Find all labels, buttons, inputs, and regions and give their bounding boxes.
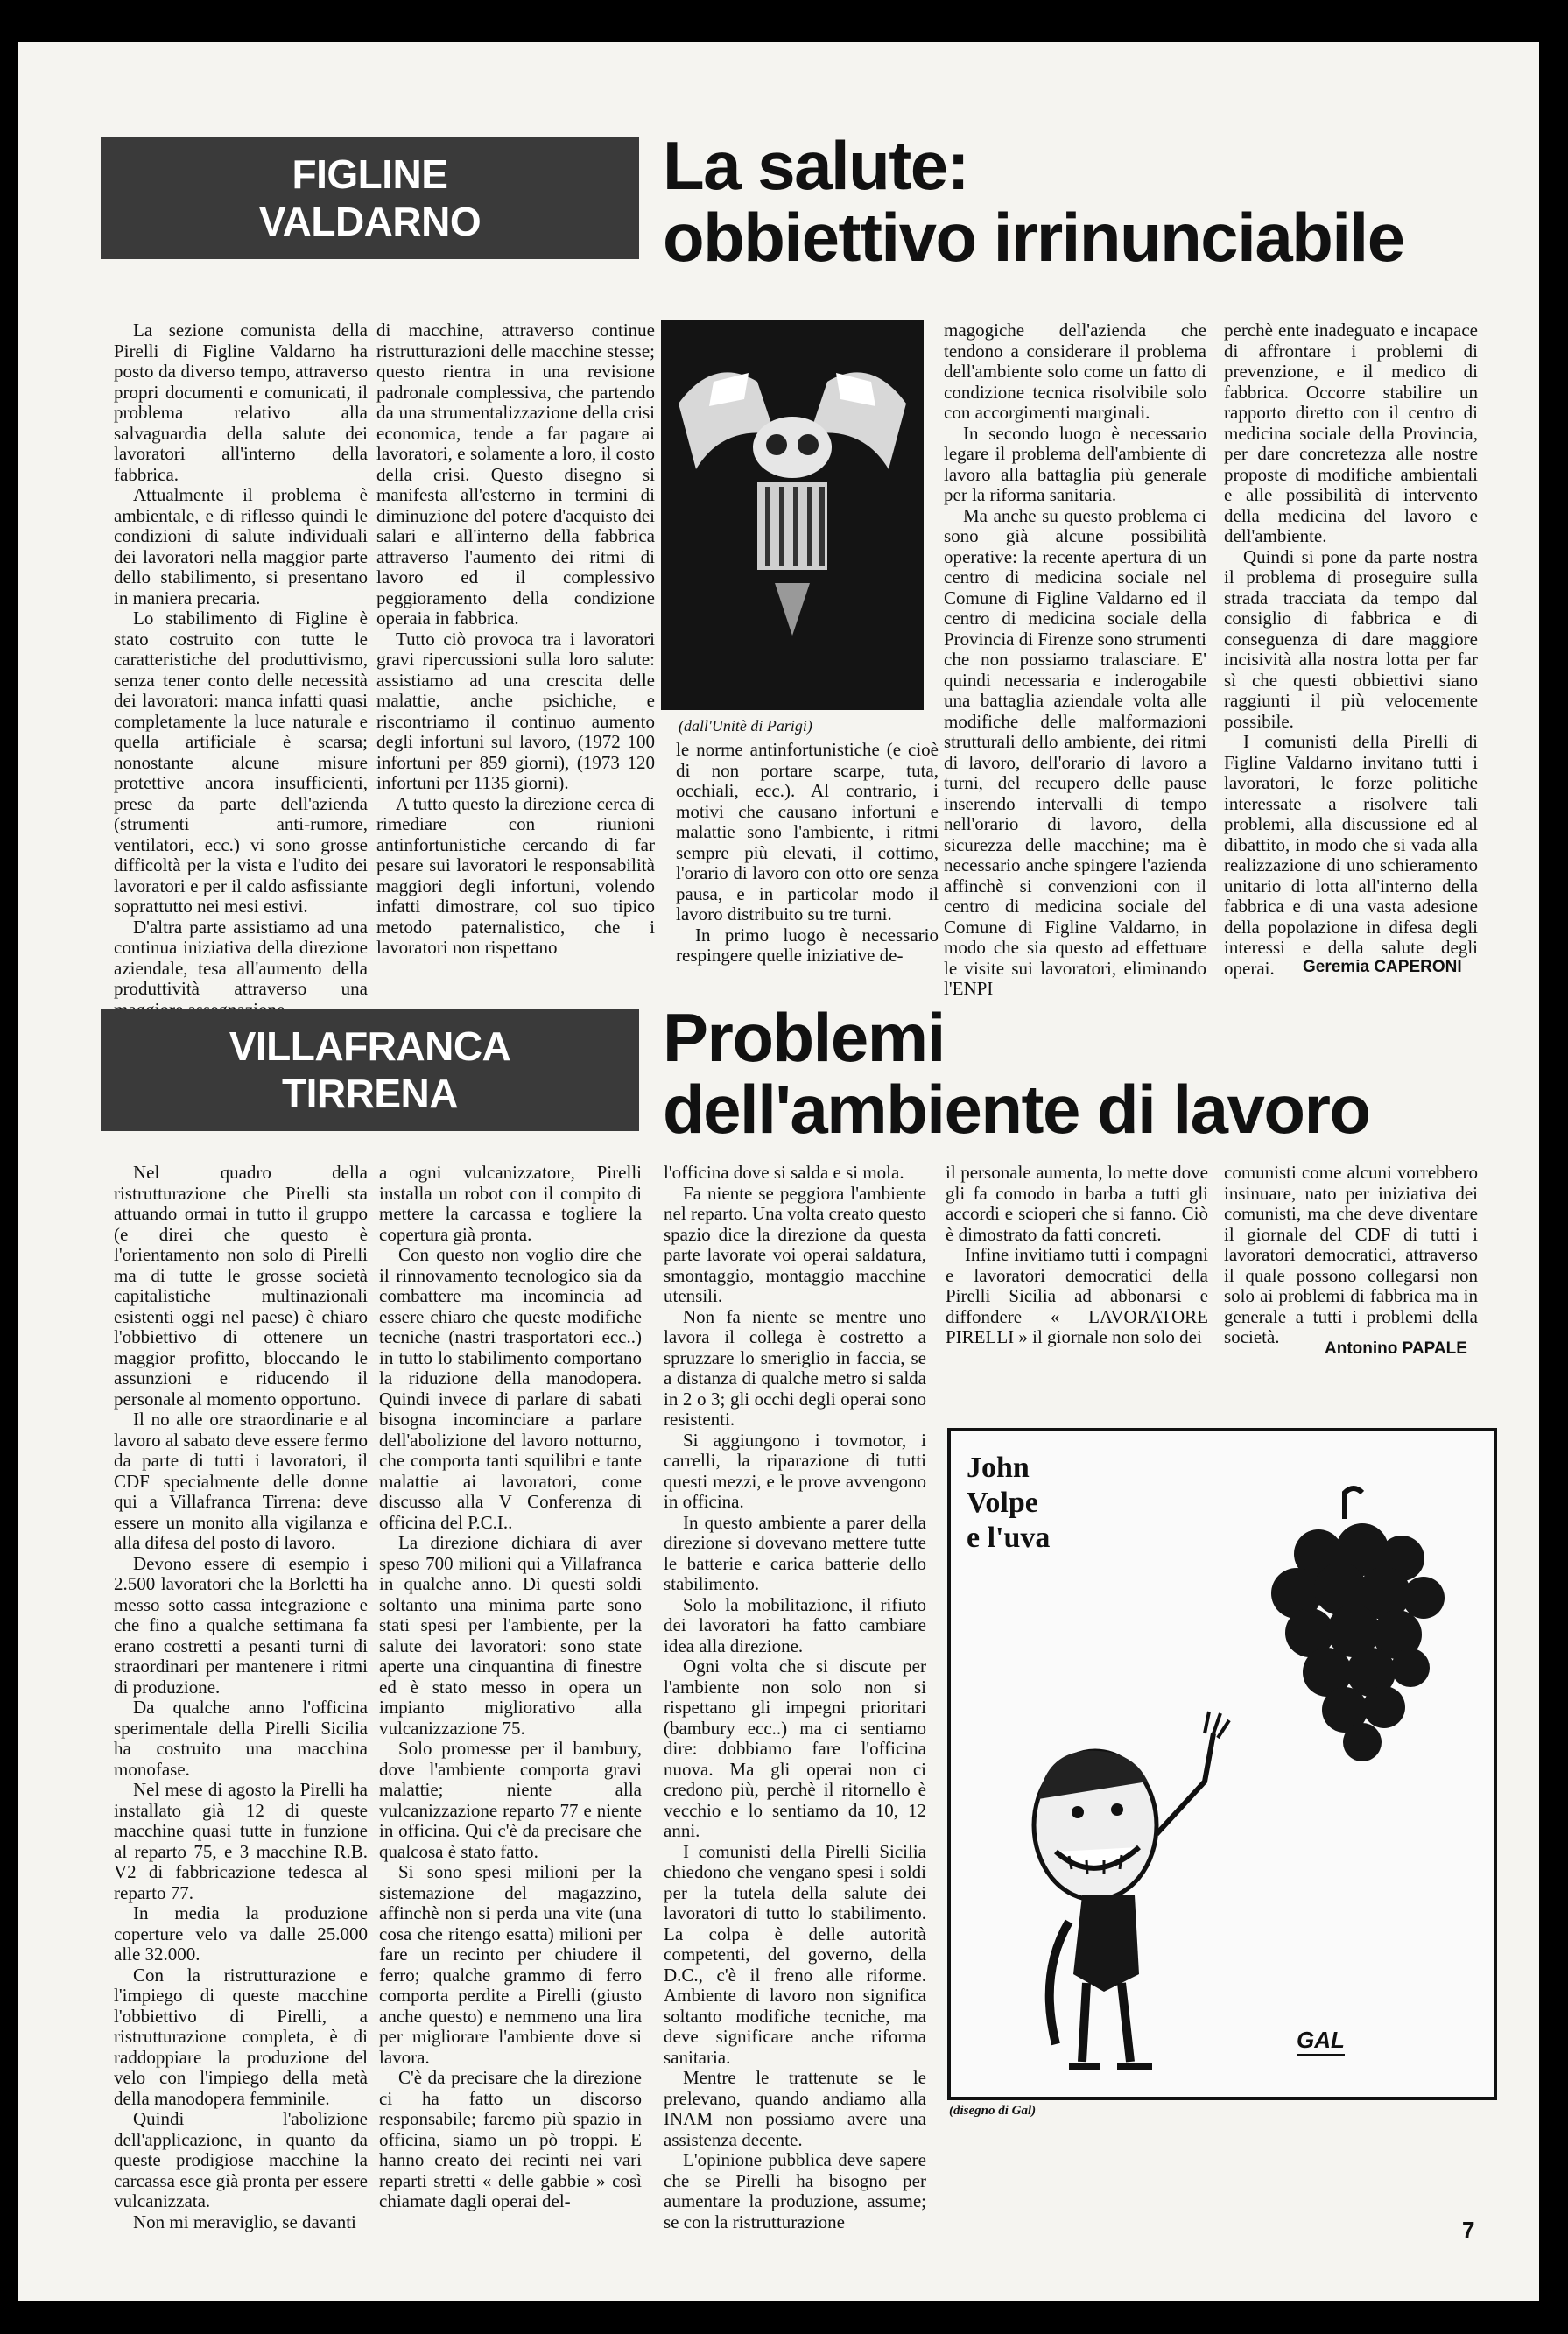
paragraph: Nel quadro della ristrutturazione che Pirelli sta attuando ormai in tutto il gruppo (e direi che questo è l'orientamento non solo di Pirelli ma di tutte le grosse società capitalistiche multinazionali esistenti oggi nel paese) è chiaro l'obbiettivo di ottenere un maggior profitto, bloccando le assunzioni e riducendo il personale al momento opportuno.: [114, 1162, 368, 1410]
author-signature-papale: Antonino PAPALE: [1325, 1339, 1467, 1358]
article2-column-3: [664, 1163, 926, 2232]
paragraph: Lo stabilimento di Figline è stato costruito con tutte le caratteristiche del produttivismo, senza tener conto delle necessità dei lavoratori: manca infatti quasi completamente la luce naturale e quella artificiale è scarsa; nonostante alcune misure protettive ancora insufficienti, prese da parte dell'azienda (strumenti anti-rumore, ventilatori, ecc.) vi sono grosse difficoltà per la vista e l'udito dei lavoratori e per il caldo asfissiante soprattutto nei mesi estivi.: [114, 608, 368, 917]
article-headline-problemi: [663, 999, 1370, 1148]
paragraph: di macchine, attraverso continue ristrutturazioni delle macchine stesse; questo rientra in una revisione padronale complessiva, che partendo da una strumentalizzazione della crisi economica, tende a far pagare ai lavoratori, e solamente a loro, il costo della crisi. Questo disegno si manifesta all'esterno in termini di diminuzione del potere d'acquisto dei salari e all'interno della fabbrica attraverso l'aumento dei ritmi di lavoro ed il complessivo peggioramento della condizione operaia in fabbrica.: [376, 320, 655, 629]
paragraph: Quindi si pone da parte nostra il problema di proseguire sulla strada tracciata da tempo dal consiglio di fabbrica e di conseguenza di dare maggiore incisività alla nostra lotta per far sì che questi obbiettivi siano raggiunti il più velocemente possibile.: [1224, 545, 1478, 732]
banner-line-2: VALDARNO: [258, 199, 482, 244]
paragraph: Attualmente il problema è ambientale, e di riflesso quindi le condizioni di salute individuali dei lavoratori nella maggior parte dello stabilimento, si presentano in maniera precaria.: [114, 484, 368, 608]
article1-column-3: [676, 740, 939, 967]
paragraph: Con la ristrutturazione e l'impiego di queste macchine l'obbiettivo di Pirelli, a ristrutturazione completa, è di raddoppiare la produzione del velo con l'impiego della metà della manodopera femminile.: [114, 1964, 368, 2109]
paragraph: I comunisti della Pirelli Sicilia chiedono che vengano spesi i soldi per la tutela della salute dei lavoratori di tutto lo stabilimento. La colpa è delle autorità competenti, del governo, della D.C., c'è il freno alle riforme. Ambiente di lavoro non significa soltanto modifiche tecniche, ma deve significare anche riforma sanitaria.: [664, 1840, 926, 2068]
newspaper-page: [18, 42, 1539, 2301]
paragraph: I comunisti della Pirelli di Figline Valdarno invitano tutti i lavoratori, le forze politiche interessate a risolvere tali problemi, alla discussione ed al dibattito, in modo che si vada alla realizzazione di uno schieramento unitario di lotta all'interno della fabbrica e di una vasta adesione della popolazione in difesa degli interessi e della salute degli operai.: [1224, 731, 1478, 979]
article1-column-2: [376, 320, 655, 959]
section-banner-figline: [101, 137, 639, 259]
cartoon-artist-signature: GAL: [1297, 2027, 1345, 2056]
paragraph: In primo luogo è necessario respingere quelle iniziative de-: [676, 924, 939, 966]
paragraph: perchè ente inadeguato e incapace di affrontare i problemi di prevenzione, e il medico di fabbrica. Occorre stabilire un rapporto diretto con il centro di medicina sociale della Provincia, per dare concretezza alle nostre proposte di modifiche ambientali e alle possibilità di intervento della medicina del lavoro e dell'ambiente.: [1224, 320, 1478, 546]
page-number: 7: [1462, 2217, 1475, 2243]
paragraph: Fa niente se peggiora l'ambiente nel reparto. Una volta creato questo spazio dice la direzione da questa parte lavorate voi operai saldatura, smontaggio, montaggio macchine utensili.: [664, 1182, 926, 1306]
paragraph: In media la produzione coperture velo va dalle 25.000 alle 32.000.: [114, 1902, 368, 1965]
headline-line-1: La salute:: [663, 127, 969, 204]
headline-line-1: Problemi: [663, 999, 945, 1076]
paragraph: L'opinione pubblica deve sapere che se Pirelli ha bisogno per aumentare la produzione, assume; se con la ristrutturazione: [664, 2149, 926, 2232]
banner-line-2: TIRRENA: [282, 1071, 458, 1116]
banner-line-1: FIGLINE: [292, 151, 448, 197]
paragraph: comunisti come alcuni vorrebbero insinuare, nato per iniziativa dei comunisti, ma che deve diventare il giornale del CDF di tutti i lavoratori democratici, attraverso il quale possono collegarsi non solo ai problemi di fabbrica ma in generale a tutti i problemi della società.: [1224, 1162, 1478, 1347]
paragraph: Devono essere di esempio i 2.500 lavoratori che la Borletti ha messo sotto cassa integrazione e che fino a qualche settimana fa erano costretti a pesanti turni di straordinari per mantenere i ritmi di produzione.: [114, 1552, 368, 1698]
paragraph: D'altra parte assistiamo ad una continua iniziativa della direzione aziendale, tesa all'aumento della produttività attraverso una: [114, 916, 368, 999]
photo-caption: (dall'Unitè di Parigi): [679, 717, 812, 735]
paragraph: Quindi l'abolizione dell'applicazione, in quanto da queste prodigiose macchine la carcassa esce già pronta per essere vulcanizzata.: [114, 2108, 368, 2211]
paragraph: Mentre le trattenute se le prelevano, quando andiamo alla INAM non possiamo avere una assistenza decente.: [664, 2067, 926, 2150]
paragraph: La sezione comunista della Pirelli di Figline Valdarno ha posto da diverso tempo, attraverso propri documenti e comunicati, il problema relativo alla salvaguardia della salute dei lavoratori all'interno della fabbrica.: [114, 320, 368, 485]
article2-column-4: [946, 1163, 1208, 1348]
article-headline-salute: [663, 127, 1404, 276]
paragraph: Il no alle ore straordinarie e al lavoro al sabato deve essere fermo da parte di tutti i lavoratori, il CDF specialmente delle donne qui a Villafranca Tirrena: deve essere un monito alla vigilanza e alla difesa del posto di lavoro.: [114, 1409, 368, 1553]
banner-line-1: VILLAFRANCA: [229, 1023, 511, 1069]
headline-line-2: obbiettivo irrinunciabile: [663, 199, 1404, 276]
article2-column-2: [379, 1163, 642, 2212]
cartoon-title: John Volpe e l'uva: [967, 1452, 1051, 1554]
article2-column-5: [1224, 1163, 1478, 1348]
paragraph: In secondo luogo è necessario legare il problema dell'ambiente di lavoro alla battaglia più generale per la riforma sanitaria.: [944, 422, 1206, 505]
paragraph: La direzione dichiara di aver speso 700 milioni qui a Villafranca in qualche anno. Di questi soldi soltanto una minima parte sono stati spesi per l'ambiente, per la salute dei lavoratori: sono state aperte una cinquantina di finestre ed è stato messo in opera un impianto migliorativo alla vulcanizzazione 75.: [379, 1532, 642, 1739]
paragraph: In questo ambiente a parer della direzione si dovevano mettere tutte le batterie e carica batterie dello stabilimento.: [664, 1511, 926, 1594]
article2-column-1: [114, 1163, 368, 2232]
paragraph: a ogni vulcanizzatore, Pirelli installa un robot con il compito di mettere la carcassa e togliere la copertura già pronta.: [379, 1162, 642, 1245]
paragraph: Ma anche su questo problema ci sono già alcune possibilità operative: la recente apertura di un centro di medicina sociale nel Comune di Figline Valdarno ed il centro di medicina sociale della Provincia di Firenze sono strumenti che non possiamo tralasciare. E' quindi necessaria e inderogabile una battaglia aziendale volta alle modifiche delle malformazioni strutturali dello ambiente, dei ritmi di lavoro, dell'orario di lavoro a turni, del recupero delle pause inserendo intervalli di tempo nell'orario di lavoro, della sicurezza delle macchine; ma è necessario anche spingere l'azienda affinchè si convenzioni con il centro di medicina sociale del Comune di Figline Valdarno, in modo che sia questo ad effettuare le visite sui lavoratori, eliminando l'ENPI: [944, 504, 1206, 999]
paragraph: Ogni volta che si discute per l'ambiente non solo non si rispettano gli impegni prioritari (bambury ecc..) ma ci sentiamo dire: dobbiamo fare l'officina nuova. Ma gli operai non ci credono più, perchè il ritornello è vecchio e lo sentiamo da 10, 12 anni.: [664, 1656, 926, 1841]
paragraph: C'è da precisare che la direzione ci ha fatto un discorso responsabile; faremo più spazio in officina, siamo un pò troppi. E hanno creato dei recinti nei vari reparti stretti « delle gabbie » così chiamate dagli operai del-: [379, 2067, 642, 2211]
paragraph: A tutto questo la direzione cerca di rimediare con riunioni antinfortunistiche cercando di far pesare sui lavoratori le responsabilità maggiori degli infortuni, volendo infatti dimostrare, col suo tipico metodo paternalistico, che i lavoratori non rispettano: [376, 792, 655, 958]
grapes-caricature-drawing-icon: [951, 1431, 1494, 2097]
paragraph: Con questo non voglio dire che il rinnovamento tecnologico sia da combattere ma incomincia ad essere chiaro che queste modifiche tecniche (nastri trasportatori ecc..) in tutto lo stabilimento comportano la riduzione della manodopera. Quindi invece di parlare di sabati bisogna incominciare a parlare dell'abolizione del lavoro notturno, che comporta tanti squilibri e tante malattie ai lavoratori, come discusso alla V Conferenza di officina del P.C.I..: [379, 1244, 642, 1533]
paragraph: magogiche dell'azienda che tendono a considerare il problema dell'ambiente solo come un fatto di condizione tecnica risolvibile solo con accorgimenti marginali.: [944, 320, 1206, 423]
paragraph: Non mi meraviglio, se davanti: [133, 2211, 356, 2232]
article1-column-1: [114, 320, 368, 1020]
cartoon-caption: (disegno di Gal): [949, 2104, 1037, 2118]
section-banner-villafranca: [101, 1009, 639, 1131]
paragraph: le norme antinfortunistiche (e cioè di non portare scarpe, tuta, occhiali, ecc.). Al contrario, i motivi che causano infortuni e malattie sono l'ambiente, i ritmi sempre più elevati, il cottimo, l'orario di lavoro con otto ore senza pausa, e in particolar modo il lavoro distribuito su tre turni.: [676, 739, 939, 924]
paragraph: Tutto ciò provoca tra i lavoratori gravi ripercussioni sulla loro salute: assistiamo ad una crescita delle malattie, anche psichiche, e riscontriamo il continuo aumento degli infortuni sul lavoro, (1972 100 infortuni per 859 giorni), (1973 120 infortuni per 1135 giorni).: [376, 628, 655, 793]
paragraph: Nel mese di agosto la Pirelli ha installato già 12 di queste macchine quasi tutte in funzione al reparto 75, e 3 macchine R.B. V2 di fabbricazione tedesca al reparto 77.: [114, 1779, 368, 1903]
paragraph: Solo la mobilitazione, il rifiuto dei lavoratori ha fatto cambiare idea alla direzione.: [664, 1593, 926, 1656]
paragraph: Si sono spesi milioni per la sistemazione del magazzino, affinchè non si perda una vite (una cosa che ritengo esatta) milioni per fare un recinto per chiudere il ferro; qualche grammo di ferro comporta perdite a Pirelli (giusto anche questo) e nemmeno una lira per migliorare l'ambiente dove si lavora.: [379, 1861, 642, 2068]
cartoon-john-volpe: [947, 1428, 1497, 2100]
article1-column-5: [1224, 320, 1478, 979]
article1-column-4: [944, 320, 1206, 1000]
paragraph: Solo promesse per il bambury, dove l'ambiente comporta gravi malattie; niente alla vulcanizzazione reparto 77 e niente in officina. Qui c'è da precisare che qualcosa è stato fatto.: [379, 1738, 642, 1862]
headline-line-2: dell'ambiente di lavoro: [663, 1071, 1370, 1148]
paragraph: Da qualche anno l'officina sperimentale della Pirelli Sicilia ha costruito una macchina monofase.: [114, 1697, 368, 1780]
paragraph: Non fa niente se mentre uno lavora il collega è costretto a spruzzare lo smeriglio in faccia, se a distanza di qualche metro si salda in 2 o 3; gli occhi degli operai sono resistenti.: [664, 1305, 926, 1430]
paragraph: il personale aumenta, lo mette dove gli fa comodo in barba a tutti gli accordi e scioperi che si fanno. Ciò è dimostrato da fatti concreti.: [946, 1162, 1208, 1245]
paragraph: Infine invitiamo tutti i compagni e lavoratori democratici della Pirelli Sicilia ad abbonarsi e diffondere « LAVORATORE PIRELLI » il giornale non solo dei: [946, 1244, 1208, 1347]
paragraph: Si aggiungono i tovmotor, i carrelli, la riparazione di tutti questi mezzi, e le prove avvengono in officina.: [664, 1429, 926, 1512]
eagle-emblem-icon: [661, 320, 924, 710]
author-signature-caperoni: Geremia CAPERONI: [1303, 958, 1462, 976]
photo-eagle-illustration: [661, 320, 924, 710]
paragraph: l'officina dove si salda e si mola.: [664, 1162, 904, 1183]
